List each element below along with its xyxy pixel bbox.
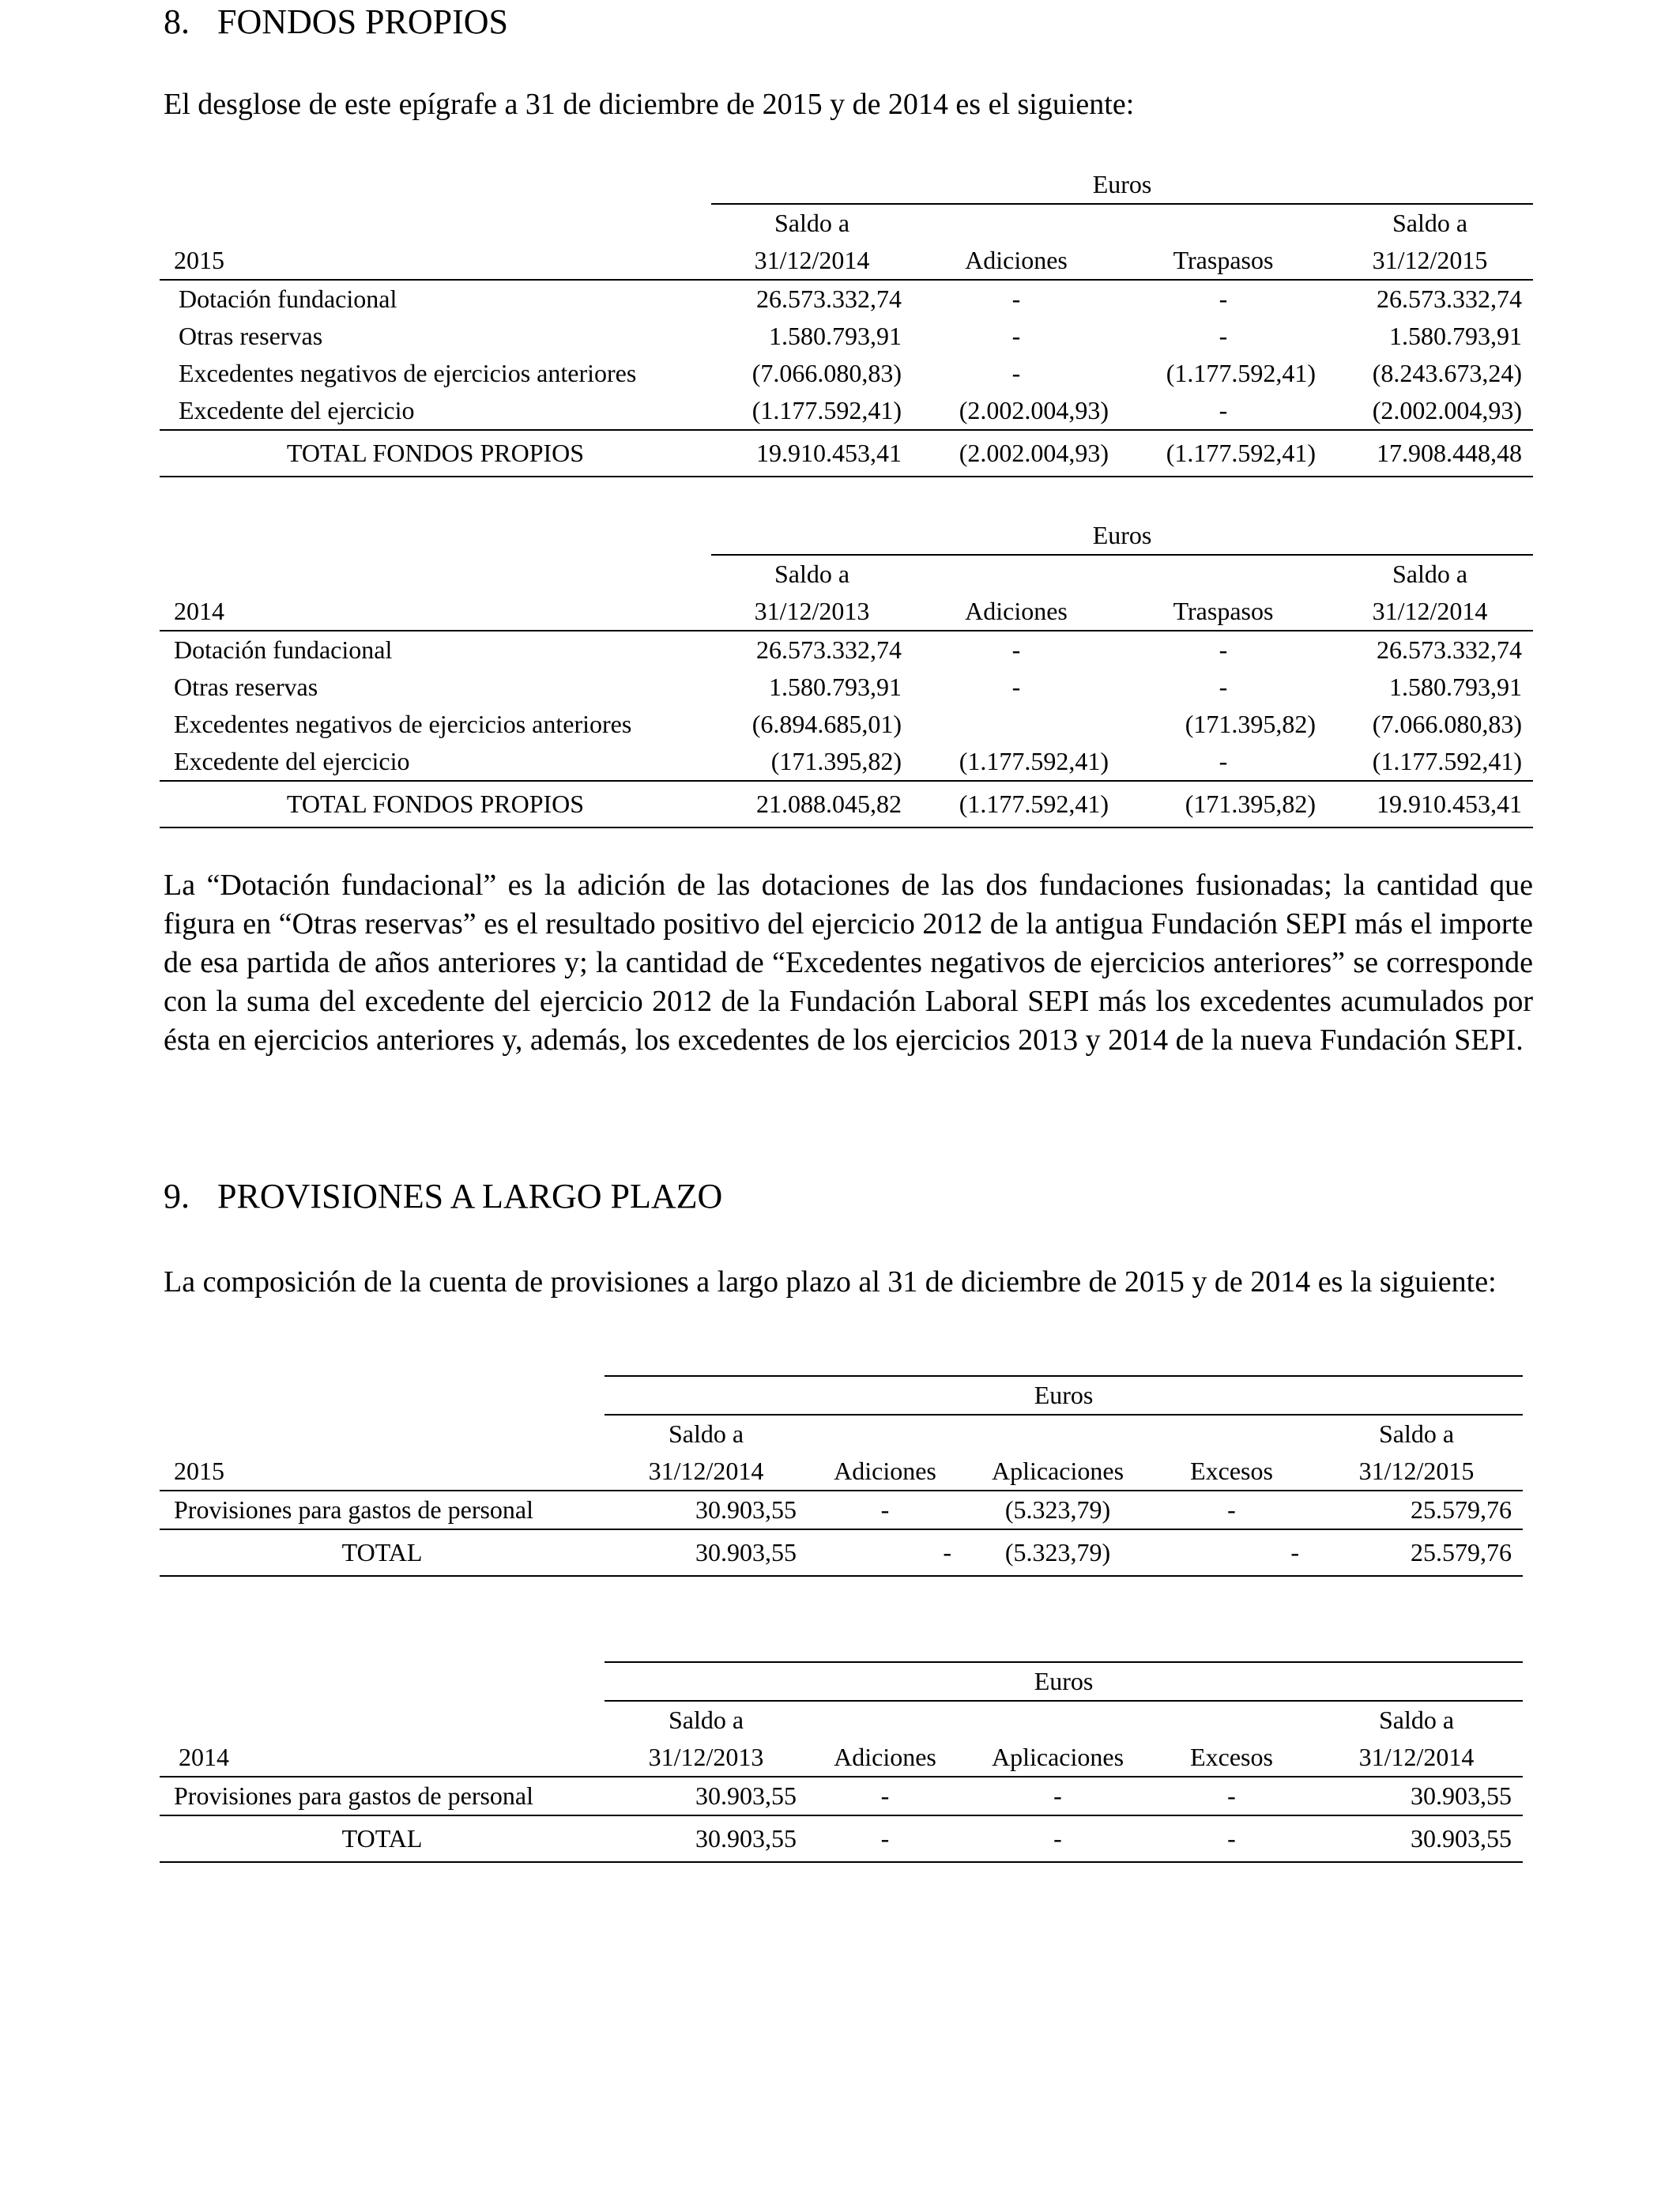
col-header: Aplicaciones bbox=[962, 1453, 1153, 1491]
col-header: Excesos bbox=[1153, 1739, 1310, 1777]
provisiones-2015-table bbox=[160, 1375, 1523, 1577]
col-header: 31/12/2015 bbox=[1327, 242, 1533, 280]
year-label: 2014 bbox=[160, 1739, 605, 1777]
section-title: FONDOS PROPIOS bbox=[217, 2, 509, 41]
col-header: Saldo a bbox=[668, 1419, 744, 1448]
table-row: Dotación fundacional 26.573.332,74 - - 26.573.332,74 bbox=[179, 285, 1523, 313]
col-header: Traspasos bbox=[1120, 593, 1327, 631]
table-row: Dotación fundacional 26.573.332,74 - - 26.573.332,74 bbox=[174, 635, 1523, 664]
table-row: Provisiones para gastos de personal 30.903,55 - - - 30.903,55 bbox=[160, 1777, 1523, 1815]
total-row: TOTAL FONDOS PROPIOS 19.910.453,41 (2.002.004,93) (1.177.592,41) 17.908.448,48 bbox=[160, 430, 1533, 477]
section-8-explanation: La “Dotación fundacional” es la adición de las dotaciones de las dos fundaciones fusionadas; la cantidad que figura en “Otras reservas” es el resultado positivo del ejercicio 2012 de la antigua Fundación SEPI más el importe de esa partida de años anteriores y; la cantidad de “Excedentes negativos de ejercicios anteriores” se corresponde con la suma del excedente del ejercicio 2012 de la Fundación Laboral SEPI más los excedentes acumulados por ésta en ejercicios anteriores y, además, los excedentes de los ejercicios 2013 y 2014 de la nueva Fundación SEPI. bbox=[164, 869, 1533, 1057]
unit-header: Euros bbox=[605, 1376, 1523, 1415]
col-header: 31/12/2014 bbox=[605, 1453, 808, 1491]
col-header: 31/12/2014 bbox=[711, 242, 913, 280]
col-header: Saldo a bbox=[774, 209, 850, 237]
total-row: TOTAL FONDOS PROPIOS 21.088.045,82 (1.177.592,41) (171.395,82) 19.910.453,41 bbox=[160, 781, 1533, 827]
section-number: 8. bbox=[164, 2, 190, 41]
col-header: 31/12/2014 bbox=[1310, 1739, 1523, 1777]
fondos-propios-2014-table bbox=[160, 517, 1533, 828]
section-9-heading bbox=[164, 1176, 722, 1216]
section-number: 9. bbox=[164, 1177, 190, 1216]
col-header: 31/12/2013 bbox=[711, 593, 913, 631]
total-row: TOTAL 30.903,55 - - - 30.903,55 bbox=[160, 1815, 1523, 1862]
col-header: Saldo a bbox=[1392, 209, 1468, 237]
section-9-intro: La composición de la cuenta de provisiones a largo plazo al 31 de diciembre de 2015 y de 2014 es la siguiente: bbox=[164, 1265, 1497, 1299]
col-header: Traspasos bbox=[1120, 242, 1327, 280]
unit-header: Euros bbox=[605, 1662, 1523, 1701]
unit-header: Euros bbox=[711, 166, 1533, 204]
table-row: Otras reservas 1.580.793,91 - - 1.580.793,91 bbox=[174, 673, 1523, 701]
table-row: Excedente del ejercicio (1.177.592,41) (2.002.004,93) - (2.002.004,93) bbox=[179, 396, 1523, 424]
table-row: Excedentes negativos de ejercicios anteriores (6.894.685,01) (171.395,82) (7.066.080,83) bbox=[174, 710, 1523, 738]
col-header: Saldo a bbox=[774, 560, 850, 588]
section-title: PROVISIONES A LARGO PLAZO bbox=[217, 1177, 723, 1216]
year-label: 2015 bbox=[160, 1453, 605, 1491]
col-header: Aplicaciones bbox=[962, 1739, 1153, 1777]
year-label: 2014 bbox=[160, 593, 711, 631]
year-label: 2015 bbox=[160, 242, 711, 280]
col-header: Adiciones bbox=[913, 593, 1120, 631]
col-header: Saldo a bbox=[1378, 1419, 1455, 1448]
table-row: Provisiones para gastos de personal 30.903,55 - (5.323,79) - 25.579,76 bbox=[174, 1495, 1512, 1524]
table-row: Excedente del ejercicio (171.395,82) (1.177.592,41) - (1.177.592,41) bbox=[160, 743, 1533, 781]
col-header: Excesos bbox=[1153, 1453, 1310, 1491]
provisiones-2014-table bbox=[160, 1661, 1523, 1863]
total-row: TOTAL 30.903,55 - (5.323,79) - 25.579,76 bbox=[160, 1529, 1523, 1576]
col-header: Adiciones bbox=[808, 1453, 962, 1491]
col-header: 31/12/2015 bbox=[1310, 1453, 1523, 1491]
section-8-intro: El desglose de este epígrafe a 31 de diciembre de 2015 y de 2014 es el siguiente: bbox=[164, 88, 1135, 121]
table-row: Excedentes negativos de ejercicios anteriores (7.066.080,83) - (1.177.592,41) (8.243.673,24) bbox=[179, 359, 1523, 387]
unit-header: Euros bbox=[711, 517, 1533, 555]
col-header: 31/12/2014 bbox=[1327, 593, 1533, 631]
col-header: Adiciones bbox=[913, 242, 1120, 280]
col-header: 31/12/2013 bbox=[605, 1739, 808, 1777]
table-row: Otras reservas 1.580.793,91 - - 1.580.793,91 bbox=[179, 322, 1523, 350]
col-header: Saldo a bbox=[1378, 1706, 1455, 1734]
fondos-propios-2015-table bbox=[160, 166, 1533, 477]
col-header: Saldo a bbox=[1392, 560, 1468, 588]
section-8-heading bbox=[164, 2, 508, 42]
col-header: Adiciones bbox=[808, 1739, 962, 1777]
col-header: Saldo a bbox=[668, 1706, 744, 1734]
